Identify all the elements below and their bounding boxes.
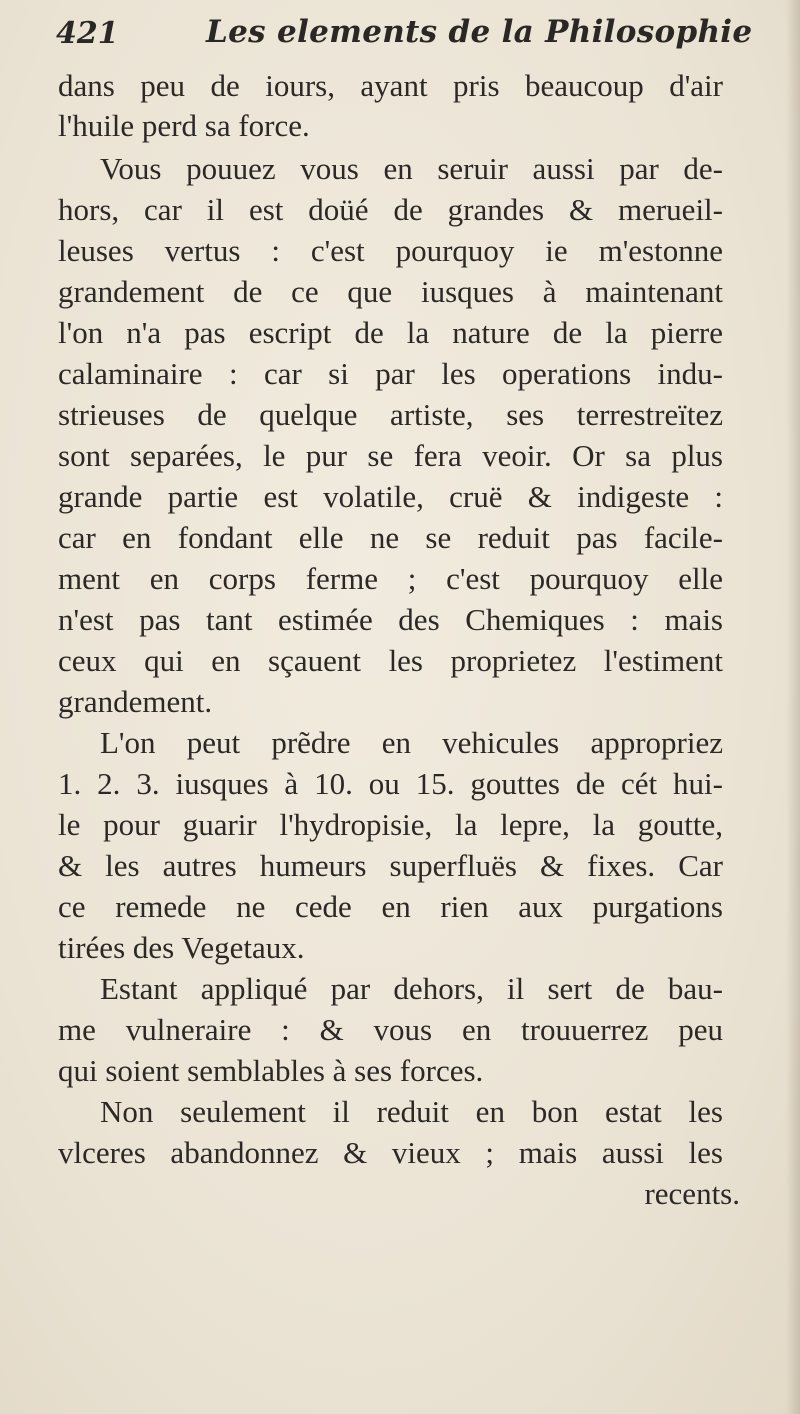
text-line: vlceres abandonnez & vieux ; mais aussi les <box>58 1135 723 1170</box>
text-line: l'on n'a pas escript de la nature de la pierre <box>58 315 723 350</box>
text-line: ce remede ne cede en rien aux purgations <box>58 889 723 924</box>
text-line: leuses vertus : c'est pourquoy ie m'estonne <box>58 233 723 268</box>
text-line: le pour guarir l'hydropisie, la lepre, la goutte, <box>58 807 723 842</box>
text-line: ment en corps ferme ; c'est pourquoy elle <box>58 561 723 596</box>
text-line: Estant appliqué par dehors, il sert de bau- <box>100 971 723 1006</box>
text-line: ceux qui en sçauent les proprietez l'estiment <box>58 643 723 678</box>
text-line: L'on peut prẽdre en vehicules appropriez <box>100 725 723 760</box>
page-header <box>56 12 753 62</box>
text-line: grande partie est volatile, cruë & indigeste : <box>58 479 723 514</box>
text-line: Vous pouuez vous en seruir aussi par de- <box>100 151 723 186</box>
text-line: me vulneraire : & vous en trouuerrez peu <box>58 1012 723 1047</box>
text-line: 1. 2. 3. iusques à 10. ou 15. gouttes de cét hui- <box>58 766 723 801</box>
text-line: hors, car il est doüé de grandes & merueil- <box>58 192 723 227</box>
text-line: strieuses de quelque artiste, ses terrestreïtez <box>58 397 723 432</box>
text-line: & les autres humeurs superfluës & fixes. Car <box>58 848 723 883</box>
text-line: sont separées, le pur se fera veoir. Or sa plus <box>58 438 723 473</box>
page-edge-shadow <box>786 0 800 1414</box>
text-line: qui soient semblables à ses forces. <box>58 1053 484 1088</box>
page-number: 421 <box>56 16 119 51</box>
text-line: calaminaire : car si par les operations indu- <box>58 356 723 391</box>
running-title: Les elements de la Philosophie <box>206 14 753 50</box>
text-line: tirées des Vegetaux. <box>58 930 305 965</box>
text-line: n'est pas tant estimée des Chemiques : mais <box>58 602 723 637</box>
text-line: l'huile perd sa force. <box>58 108 310 143</box>
text-line: grandement de ce que iusques à maintenant <box>58 274 723 309</box>
text-line: Non seulement il reduit en bon estat les <box>100 1094 723 1129</box>
text-line: grandement. <box>58 684 213 719</box>
text-line: dans peu de iours, ayant pris beaucoup d'air <box>58 68 723 103</box>
text-line: car en fondant elle ne se reduit pas facile- <box>58 520 723 555</box>
text-line: recents. <box>644 1176 740 1211</box>
